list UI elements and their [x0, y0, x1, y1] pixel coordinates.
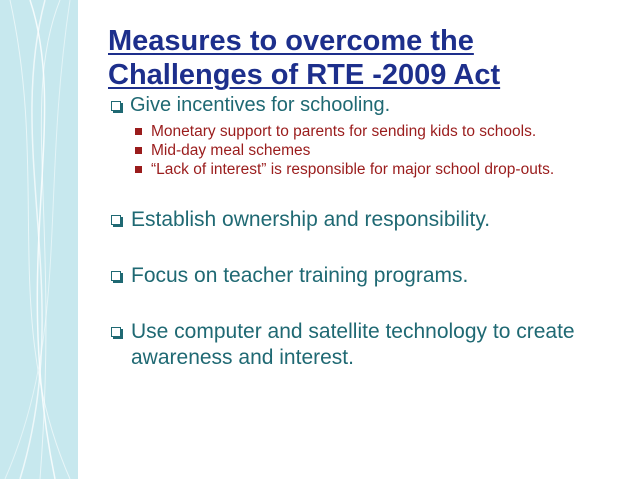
- bullet-text: Use computer and satellite technology to create awareness and interest.: [131, 320, 575, 369]
- sub-bullet-item: [133, 142, 586, 159]
- sub-bullet-text: “Lack of interest” is responsible for major school drop-outs.: [151, 161, 555, 178]
- sidebar-curves: [0, 0, 78, 479]
- checkbox-bullet-icon: [111, 101, 121, 111]
- sub-bullet-item: [133, 161, 586, 178]
- bullet-item: [108, 263, 628, 289]
- sub-bullet-text: Monetary support to parents for sending kids to schools.: [151, 123, 537, 140]
- square-bullet-icon: [135, 128, 142, 135]
- bullet-item: [108, 207, 628, 233]
- bullet-item: [108, 94, 628, 117]
- square-bullet-icon: [135, 166, 142, 173]
- bullet-item: [108, 319, 601, 371]
- slide-title: Measures to overcome the Challenges of RTE -2009 Act: [108, 25, 501, 91]
- decorative-sidebar: [0, 0, 78, 479]
- square-bullet-icon: [135, 147, 142, 154]
- bullet-text: Establish ownership and responsibility.: [131, 208, 491, 231]
- checkbox-bullet-icon: [111, 271, 121, 281]
- sub-bullet-text: Mid-day meal schemes: [151, 142, 311, 159]
- slide-content: [108, 94, 628, 371]
- sub-bullet-item: [133, 123, 586, 140]
- bullet-text: Focus on teacher training programs.: [131, 264, 469, 287]
- checkbox-bullet-icon: [111, 327, 121, 337]
- checkbox-bullet-icon: [111, 215, 121, 225]
- sub-bullet-list: [108, 123, 628, 178]
- bullet-text: Give incentives for schooling.: [130, 94, 391, 116]
